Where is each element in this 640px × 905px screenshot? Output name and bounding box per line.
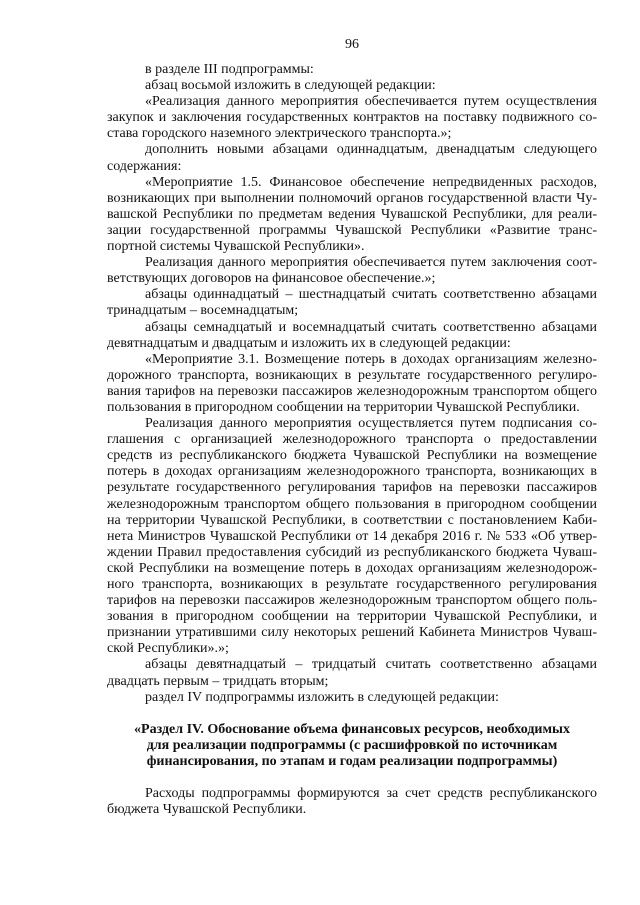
text-line: в разделе III подпрограммы:: [145, 62, 314, 77]
text-line: содержания:: [107, 158, 182, 174]
blank-line: [107, 706, 597, 722]
text-line: тринадцатым – восемнадцатым;: [107, 303, 299, 319]
paragraph: [107, 786, 597, 818]
text-line: закупок и заключения государственных контрактов на поставку подвижного со-: [107, 110, 597, 126]
paragraph: [107, 142, 597, 174]
text-line: зования в пригородном сообщении на территории Чувашской Республики, и: [107, 609, 597, 625]
text-line: пользования в пригородном сообщении на территории Чувашской Республики.: [107, 399, 580, 415]
text-line: ской Республики».»;: [107, 641, 229, 657]
text-line: дополнить новыми абзацами одиннадцатым, двенадцатым следующего: [145, 142, 597, 158]
text-line: «Мероприятие 3.1. Возмещение потерь в доходах организациям железно-: [145, 351, 597, 367]
text-line: Реализация данного мероприятия осуществляется путем подписания со-: [145, 416, 597, 432]
text-line: бюджета Чувашской Республики.: [107, 802, 307, 818]
text-line: двадцать первым – тридцать вторым;: [107, 673, 329, 689]
text-line: железнодорожным транспортом общего пользования в пригородном сообщении: [107, 496, 597, 512]
paragraph: [107, 62, 597, 78]
blank-line: [107, 770, 597, 786]
text-line: результате государственного регулирования тарифов на перевозки пассажиров: [107, 480, 597, 496]
paragraph: [107, 657, 597, 689]
text-line: вашской Республики по предметам ведения Чувашской Республики, для реали-: [107, 206, 597, 222]
document-body: [107, 62, 597, 818]
text-line: раздел IV подпрограммы изложить в следующей редакции:: [145, 689, 499, 705]
text-line: зации государственной программы Чувашской Республики «Развитие транс-: [107, 222, 597, 238]
paragraph: [107, 287, 597, 319]
text-line: на территории Чувашской Республики, в соответствии с постановлением Каби-: [107, 512, 597, 528]
text-line: вания тарифов на перевозки пассажиров железнодорожным транспортом общего: [107, 383, 597, 399]
text-line: нета Министров Чувашской Республики от 14 декабря 2016 г. № 533 «Об утвер-: [107, 528, 597, 544]
text-line: абзацы девятнадцатый – тридцатый считать соответственно абзацами: [145, 657, 597, 673]
text-line: абзацы одиннадцатый – шестнадцатый считать соответственно абзацами: [145, 287, 597, 303]
page-number: 96: [345, 37, 359, 52]
section-heading: [107, 722, 597, 770]
text-line: абзац восьмой изложить в следующей редакции:: [145, 78, 436, 94]
text-line: дорожного транспорта, возникающих в результате государственного регулиро-: [107, 367, 597, 383]
text-line: девятнадцатым и двадцатым и изложить их в следующей редакции:: [107, 335, 511, 351]
text-line: глашения с организацией железнодорожного транспорта о предоставлении: [107, 432, 597, 448]
text-line: Расходы подпрограммы формируются за счет средств республиканского: [145, 786, 597, 802]
heading-line: для реализации подпрограммы (с расшифровкой по источникам: [146, 737, 558, 753]
text-line: ветствующих договоров на финансовое обеспечение.»;: [107, 271, 436, 287]
text-line: тарифов на перевозки пассажиров железнодорожным транспортом общего поль-: [107, 593, 597, 609]
paragraph: [107, 320, 597, 352]
text-line: ской Республики на возмещение потерь в доходах организациям железнодорож-: [107, 560, 597, 576]
text-line: става городского наземного электрического транспорта.»;: [107, 126, 452, 142]
text-line: возникающих при выполнении полномочий органов государственной власти Чу-: [107, 190, 597, 206]
heading-line: финансирования, по этапам и годам реализации подпрограммы): [146, 754, 558, 770]
text-line: средств из республиканского бюджета Чувашской Республики на возмещение: [107, 448, 597, 464]
text-line: ного транспорта, возникающих в результате государственного регулирования: [107, 577, 597, 592]
text-line: Реализация данного мероприятия обеспечивается путем заключения соот-: [145, 255, 597, 271]
paragraph: [107, 94, 597, 142]
paragraph: [107, 78, 597, 94]
text-line: абзацы семнадцатый и восемнадцатый считать соответственно абзацами: [145, 319, 597, 335]
paragraph: [107, 416, 597, 657]
text-line: портной системы Чувашской Республики».: [107, 239, 365, 255]
text-line: «Мероприятие 1.5. Финансовое обеспечение непредвиденных расходов,: [145, 174, 597, 190]
heading-line: «Раздел IV. Обоснование объема финансовых ресурсов, необходимых: [134, 721, 570, 737]
paragraph: [107, 352, 597, 416]
text-line: ждении Правил предоставления субсидий из республиканского бюджета Чуваш-: [107, 544, 597, 560]
paragraph: [107, 255, 597, 287]
paragraph: [107, 175, 597, 255]
text-line: признании утратившими силу некоторых решений Кабинета Министров Чуваш-: [107, 625, 597, 641]
text-line: потерь в доходах организациям железнодорожного транспорта, возникающих в: [107, 464, 597, 480]
paragraph: [107, 690, 597, 706]
text-line: «Реализация данного мероприятия обеспечивается путем осуществления: [145, 94, 597, 110]
